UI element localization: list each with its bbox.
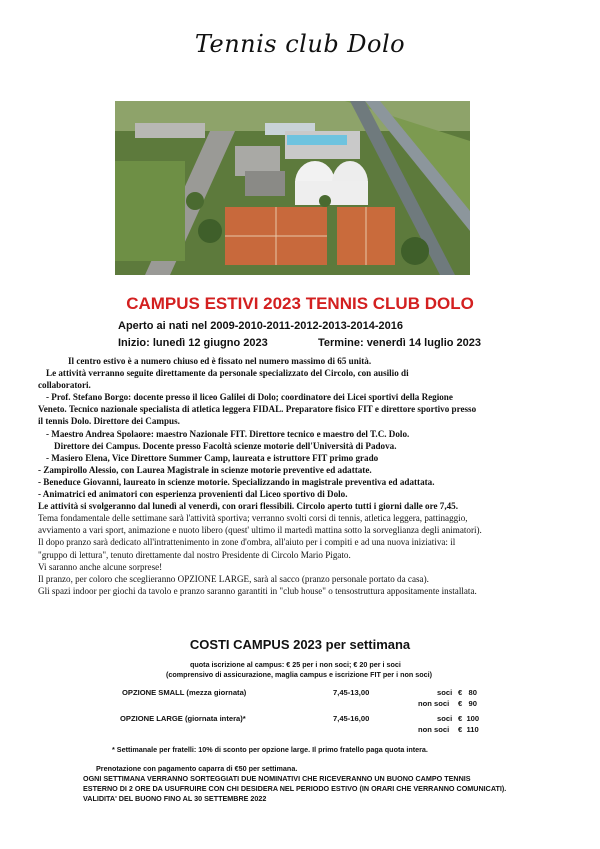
option-small-hours: 7,45-13,00	[333, 688, 370, 697]
staff-animators: - Animatrici ed animatori con esperienza provenienti dal Liceo sportivo di Dolo.	[38, 489, 348, 500]
aerial-photo-icon	[115, 101, 470, 275]
start-date: Inizio: lunedì 12 giugno 2023	[118, 337, 268, 349]
end-date: Termine: venerdì 14 luglio 2023	[318, 337, 482, 349]
siblings-discount: * Settimanale per fratelli: 10% di sconto per opzione large. Il primo fratello paga quota intera.	[112, 745, 428, 754]
option-small-soci-price: € 80	[458, 688, 477, 697]
lunch-text: Il pranzo, per coloro che sceglieranno OPZIONE LARGE, sarà al sacco (pranzo personale portato da casa).	[38, 573, 429, 584]
aerial-photo	[115, 101, 470, 275]
voucher-validity: VALIDITA' DEL BUONO FINO AL 30 SETTEMBRE 2022	[83, 794, 267, 803]
option-small-nonsoci-label: non soci	[418, 699, 450, 708]
raffle-note-cont: ESTERNO DI 2 ORE DA USUFRUIRE CON CHI DESIDERA NEL PERIODO ESTIVO (IN ORARI CHE VERRANNO COMUNICATI).	[83, 784, 507, 793]
staff-borgo-cont: Veneto. Tecnico nazionale specialista di atletica leggera FIDAL. Preparatore fisico FIT e direttore sportivo presso	[38, 404, 477, 415]
staff-spolaore-cont: Direttore dei Campus. Docente presso Facoltà scienze motorie dell'Università di Padova.	[54, 440, 397, 451]
staff-intro-cont: collaboratori.	[38, 380, 91, 391]
staff-masiero: - Masiero Elena, Vice Direttore Summer Camp, laureata e istruttore FIT primo grado	[46, 452, 379, 463]
surprises-text: Vi saranno anche alcune sorprese!	[38, 561, 163, 572]
indoor-text: Gli spazi indoor per giochi da tavolo e pranzo saranno garantiti in "club house" o tensostruttura appositamente installata.	[38, 585, 477, 596]
option-small-soci-label: soci	[437, 688, 453, 697]
staff-intro: Le attività verranno seguite direttamente da personale specializzato del Circolo, con ausilio di	[46, 368, 409, 379]
afternoon-text-cont: "gruppo di lettura", tenuto direttamente dal nostro Presidente di Circolo Mario Pigato.	[38, 549, 351, 560]
schedule-note: Le attività si svolgeranno dal lunedì al venerdì, con orari flessibili. Circolo aperto tutti i giorni dalle ore 7,45.	[38, 501, 458, 512]
option-large-hours: 7,45-16,00	[333, 714, 370, 723]
campus-description	[38, 355, 558, 597]
option-large-nonsoci-label: non soci	[418, 725, 450, 734]
raffle-note: OGNI SETTIMANA VERRANNO SORTEGGIATI DUE NOMINATIVI CHE RICEVERANNO UN BUONO CAMPO TENNIS	[83, 774, 471, 783]
fee-details: (comprensivo di assicurazione, maglia campus e iscrizione FIT per i non soci)	[166, 670, 433, 679]
staff-zampirollo: - Zampirollo Alessio, con Laurea Magistrale in scienze motorie preventive ed adattate.	[38, 464, 372, 475]
fee-line: quota iscrizione al campus: € 25 per i non soci; € 20 per i soci	[190, 660, 401, 669]
capacity-note: Il centro estivo è a numero chiuso ed è fissato nel numero massimo di 65 unità.	[68, 356, 372, 366]
option-large-soci-price: € 100	[458, 714, 480, 723]
age-range: Aperto ai nati nel 2009-2010-2011-2012-2013-2014-2016	[118, 320, 403, 332]
costs-title: COSTI CAMPUS 2023 per settimana	[189, 637, 411, 652]
club-brand-title: Tennis club Dolo	[194, 30, 406, 58]
option-large-name: OPZIONE LARGE (giornata intera)*	[120, 714, 246, 723]
staff-beneduce: - Beneduce Giovanni, laureato in scienze motorie. Specializzando in magistrale preventiva ed adattata.	[38, 476, 435, 487]
option-large-soci-label: soci	[437, 714, 453, 723]
staff-borgo: - Prof. Stefano Borgo: docente presso il liceo Galilei di Dolo; coordinatore dei Licei sportivi della Regione	[46, 392, 453, 403]
activities-text-cont: avviamento a vari sport, animazione e nuoto libero (quest' ultimo il martedì mattina sotto la sorveglianza degli animatori).	[38, 525, 482, 536]
option-large-nonsoci-price: € 110	[458, 725, 479, 734]
staff-spolaore: - Maestro Andrea Spolaore: maestro Nazionale FIT. Direttore tecnico e maestro del T.C. Dolo.	[46, 428, 410, 439]
option-small-nonsoci-price: € 90	[458, 699, 477, 708]
booking-note: Prenotazione con pagamento caparra di €50 per settimana.	[96, 764, 298, 773]
staff-borgo-cont2: il tennis Dolo. Direttore dei Campus.	[38, 416, 180, 427]
page-title: CAMPUS ESTIVI 2023 TENNIS CLUB DOLO	[126, 294, 474, 313]
afternoon-text: Il dopo pranzo sarà dedicato all'intrattenimento in zone d'ombra, all'aiuto per i compiti e ad una nuova iniziativa: il	[38, 537, 456, 548]
option-small-name: OPZIONE SMALL (mezza giornata)	[122, 688, 247, 697]
activities-text: Tema fondamentale delle settimane sarà l'attività sportiva; verranno svolti corsi di tennis, atletica leggera, pattinaggio,	[38, 513, 468, 524]
